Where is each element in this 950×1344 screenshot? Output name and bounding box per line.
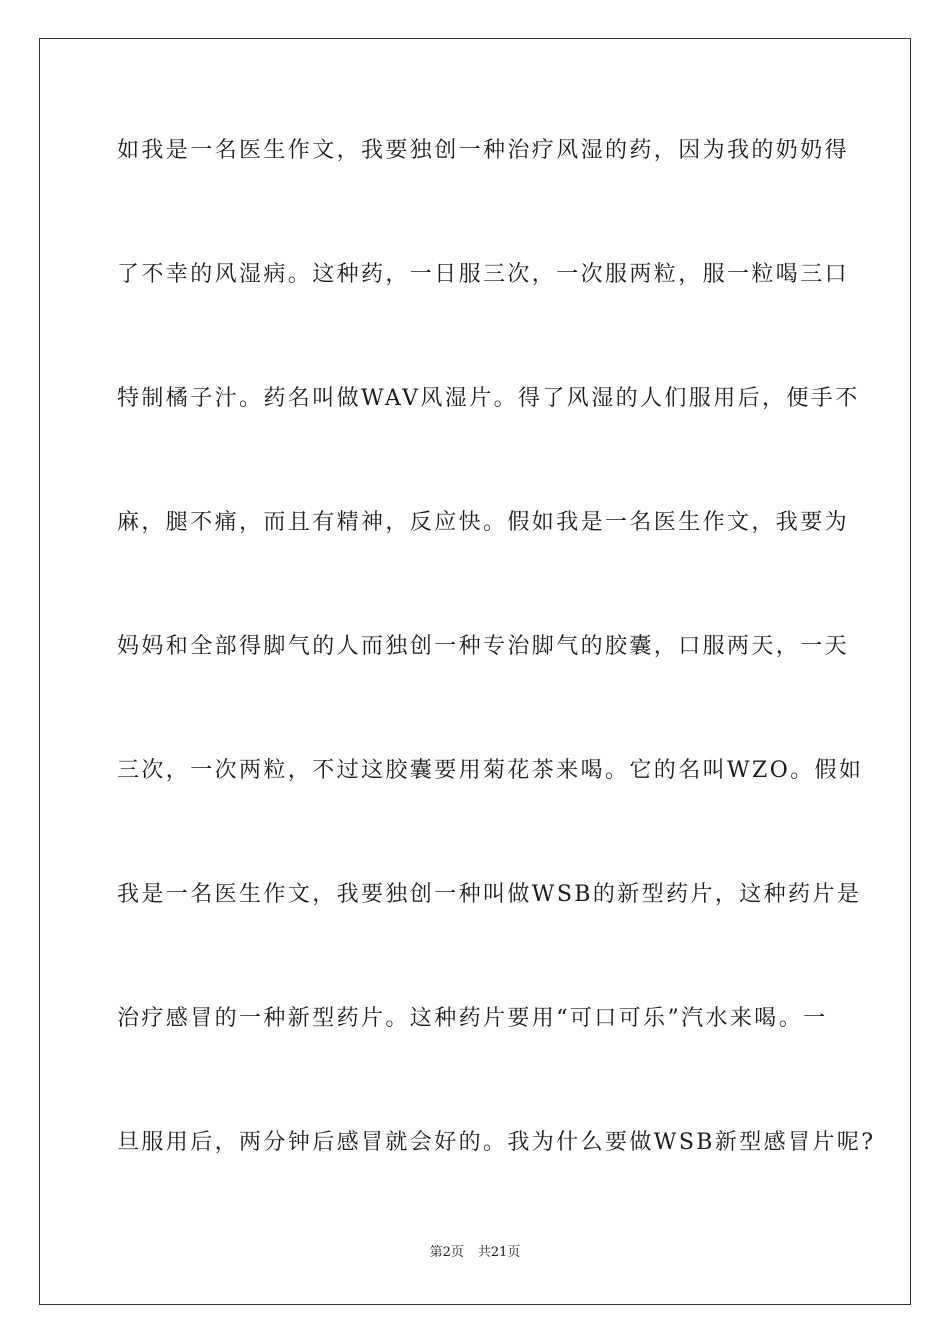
body-line: 治疗感冒的一种新型药片。这种药片要用“可口可乐”汽水来喝。一 (117, 1006, 828, 1031)
body-line: 妈妈和全部得脚气的人而独创一种专治脚气的胶囊，口服两天，一天 (117, 634, 850, 659)
body-line: 我是一名医生作文，我要独创一种叫做WSB的新型药片，这种药片是 (117, 882, 862, 907)
page-total: 共21页 (477, 1245, 521, 1260)
body-line: 如我是一名医生作文，我要独创一种治疗风湿的药，因为我的奶奶得 (117, 138, 850, 163)
page-number: 第2页 (429, 1245, 464, 1260)
body-line: 旦服用后，两分钟后感冒就会好的。我为什么要做WSB新型感冒片呢? (117, 1130, 876, 1155)
page-footer (0, 1243, 950, 1263)
body-line: 特制橘子汁。药名叫做WAV风湿片。得了风湿的人们服用后，便手不 (117, 386, 860, 411)
body-line: 麻，腿不痛，而且有精神，反应快。假如我是一名医生作文，我要为 (117, 510, 850, 535)
body-line: 了不幸的风湿病。这种药，一日服三次，一次服两粒，服一粒喝三口 (117, 262, 850, 287)
body-line: 三次，一次两粒，不过这胶囊要用菊花茶来喝。它的名叫WZO。假如 (117, 758, 864, 783)
page-border (39, 38, 911, 1305)
